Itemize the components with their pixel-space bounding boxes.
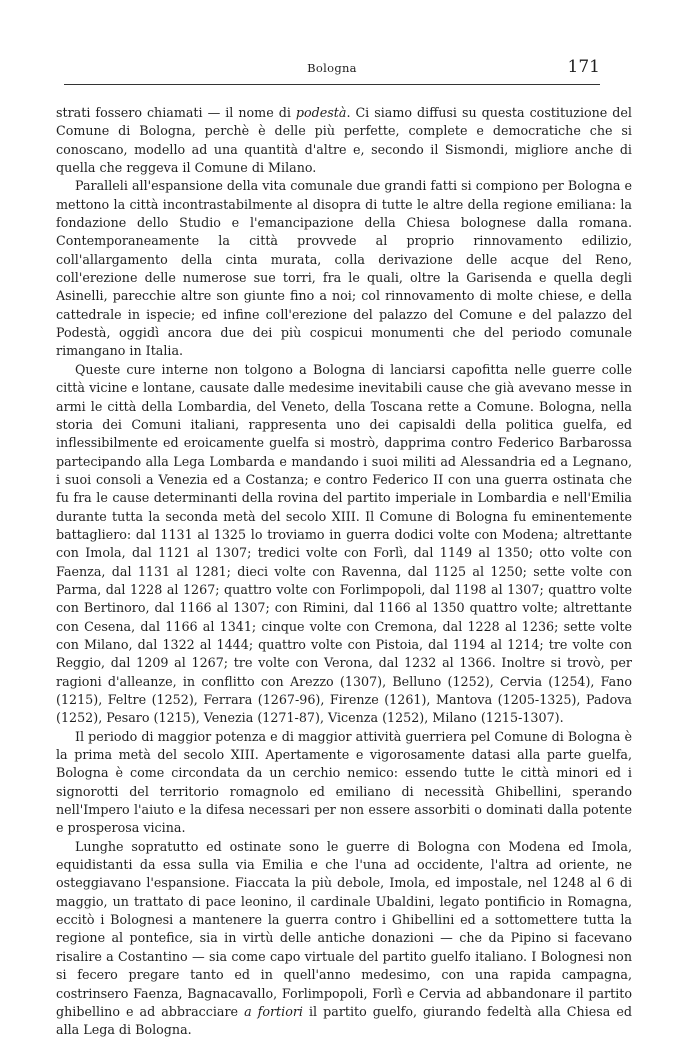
paragraph-text: Queste cure interne non tolgono a Bologna di lanciarsi capofitta nelle guerre colle città vicine e lontane, causate dalle medesime inevitabili cause che già avevano messe in armi le città della Lombardia, del Veneto, della Toscana rette a Comune. Bologna, nella storia dei Comuni italiani, rappresenta uno dei capisaldi della politica guelfa, ed inflessibilmente ed eroicamente guelfa si mostrò, dapprima contro Federico Barbarossa partecipando alla Lega Lombarda e mandando i suoi militi ad Alessandria ed a Legnano, i suoi consoli a Venezia ed a Costanza; e contro Federico II con una guerra ostinata che fu fra le cause determinanti della rovina del partito imperiale in Lombardia e nell'Emilia durante tutta la seconda metà del secolo XIII. Il Comune di Bologna fu eminentemente battagliero: dal 1131 al 1325 lo troviamo in guerra dodici volte con Modena; altrettante con Imola, dal 1121 al 1307; tredici volte con Forlì, dal 1149 al 1350; otto volte con Faenza, dal 1131 al 1281; dieci volte con Ravenna, dal 1125 al 1250; sette volte con Parma, dal 1228 al 1267; quattro volte con Forlimpopoli, dal 1198 al 1307; quattro volte con Bertinoro, dal 1166 al 1307; con Rimini, dal 1166 al 1350 quattro volte; altrettante con Cesena, dal 1166 al 1341; cinque volte con Cremona, dal 1228 al 1236; sette volte con Milano, dal 1322 al 1444; quattro volte con Pistoia, dal 1194 al 1214; tre volte con Reggio, dal 1209 al 1267; tre volte con Verona, dal 1232 al 1366. Inoltre si trovò, per ragioni d'alleanze, in conflitto con Arezzo (1307), Belluno (1252), Cervia (1254), Fano (1215), Feltre (1252), Ferrara (1267-96), Firenze (1261), Mantova (1205-1325), Padova (1252), Pesaro (1215), Venezia (1271-87), Vicenza (1252), Milano (1215-1307). [56, 361, 632, 726]
paragraph-3 [56, 361, 632, 728]
paragraph-text: Paralleli all'espansione della vita comunale due grandi fatti si compiono per Bologna e mettono la città incontrastabilmente al disopra di tutte le altre della regione emiliana: la fondazione dello Studio e l'emancipazione della Chiesa bolognese dalla romana. Contemporaneamente la città provvede al proprio rinnovamento edilizio, coll'allargamento della cinta murata, colla derivazione delle acque del Reno, coll'erezione delle numerose sue torri, fra le quali, oltre la Garisenda e quella degli Asinelli, parecchie altre son giunte fino a noi; col rinnovamento di molte chiese, e della cattedrale in ispecie; ed infine coll'erezione del palazzo del Comune e del palazzo del Podestà, oggidì ancora due dei più cospicui monumenti che del periodo comunale rimangano in Italia. [56, 178, 632, 359]
italic-term: a fortiori [244, 1003, 303, 1019]
paragraph-text: . Ci siamo diffusi su questa costituzione del Comune di Bologna, perchè è delle più perfette, complete e democratiche che si conoscano, modello ad una quantità d'altre e, secondo il Sismondi, migliore anche di quella che reggeva il Comune di Milano. [56, 105, 632, 176]
paragraph-text: strati fossero chiamati — il nome di [56, 105, 296, 120]
paragraph-text: Il periodo di maggior potenza e di maggior attività guerriera pel Comune di Bologna è la prima metà del secolo XIII. Apertamente e vigorosamente datasi alla parte guelfa, Bologna è come circondata da un cerchio nemico: essendo tutte le città minori ed i signorotti del territorio romagnolo ed emiliano di necessità Ghibellini, sperando nell'Impero l'aiuto e la difesa necessari per non essere assorbiti o dominati dalla potente e prosperosa vicina. [56, 728, 632, 836]
paragraph-1 [56, 104, 632, 177]
page-number: 171 [567, 57, 600, 77]
paragraph-2 [56, 177, 632, 360]
paragraph-text: il partito guelfo, giurando fedeltà alla Chiesa ed alla Lega di Bologna. [56, 1003, 632, 1038]
running-head [64, 58, 600, 80]
paragraph-text: Lunghe sopratutto ed ostinate sono le guerre di Bologna con Modena ed Imola, equidistanti da essa sulla via Emilia e che l'una ad occidente, l'altra ad oriente, ne osteggiavano l'espansione. Fiaccata la più debole, Imola, ed impostale, nel 1248 al 6 di maggio, un trattato di pace leonino, il cardinale Ubaldini, legato pontificio in Romagna, eccitò i Bolognesi a mantenere la guerra contro i Ghibellini ed a sottomettere tutta la regione al pontefice, sia in virtù delle antiche donazioni — che da Pipino si facevano risalire a Costantino — sia come capo virtuale del partito guelfo italiano. I Bolognesi non si fecero pregare tanto ed in quell'anno medesimo, con una rapida campagna, costrinsero Faenza, Bagnacavallo, Forlimpopoli, Forlì e Cervia ad abbandonare il partito ghibellino e ad abbracciare [56, 838, 632, 1019]
header-rule [64, 84, 600, 85]
body-text [56, 104, 632, 1040]
paragraph-5 [56, 838, 632, 1040]
running-title: Bologna [307, 61, 357, 75]
italic-term: podestà [295, 105, 347, 120]
paragraph-4 [56, 728, 632, 838]
